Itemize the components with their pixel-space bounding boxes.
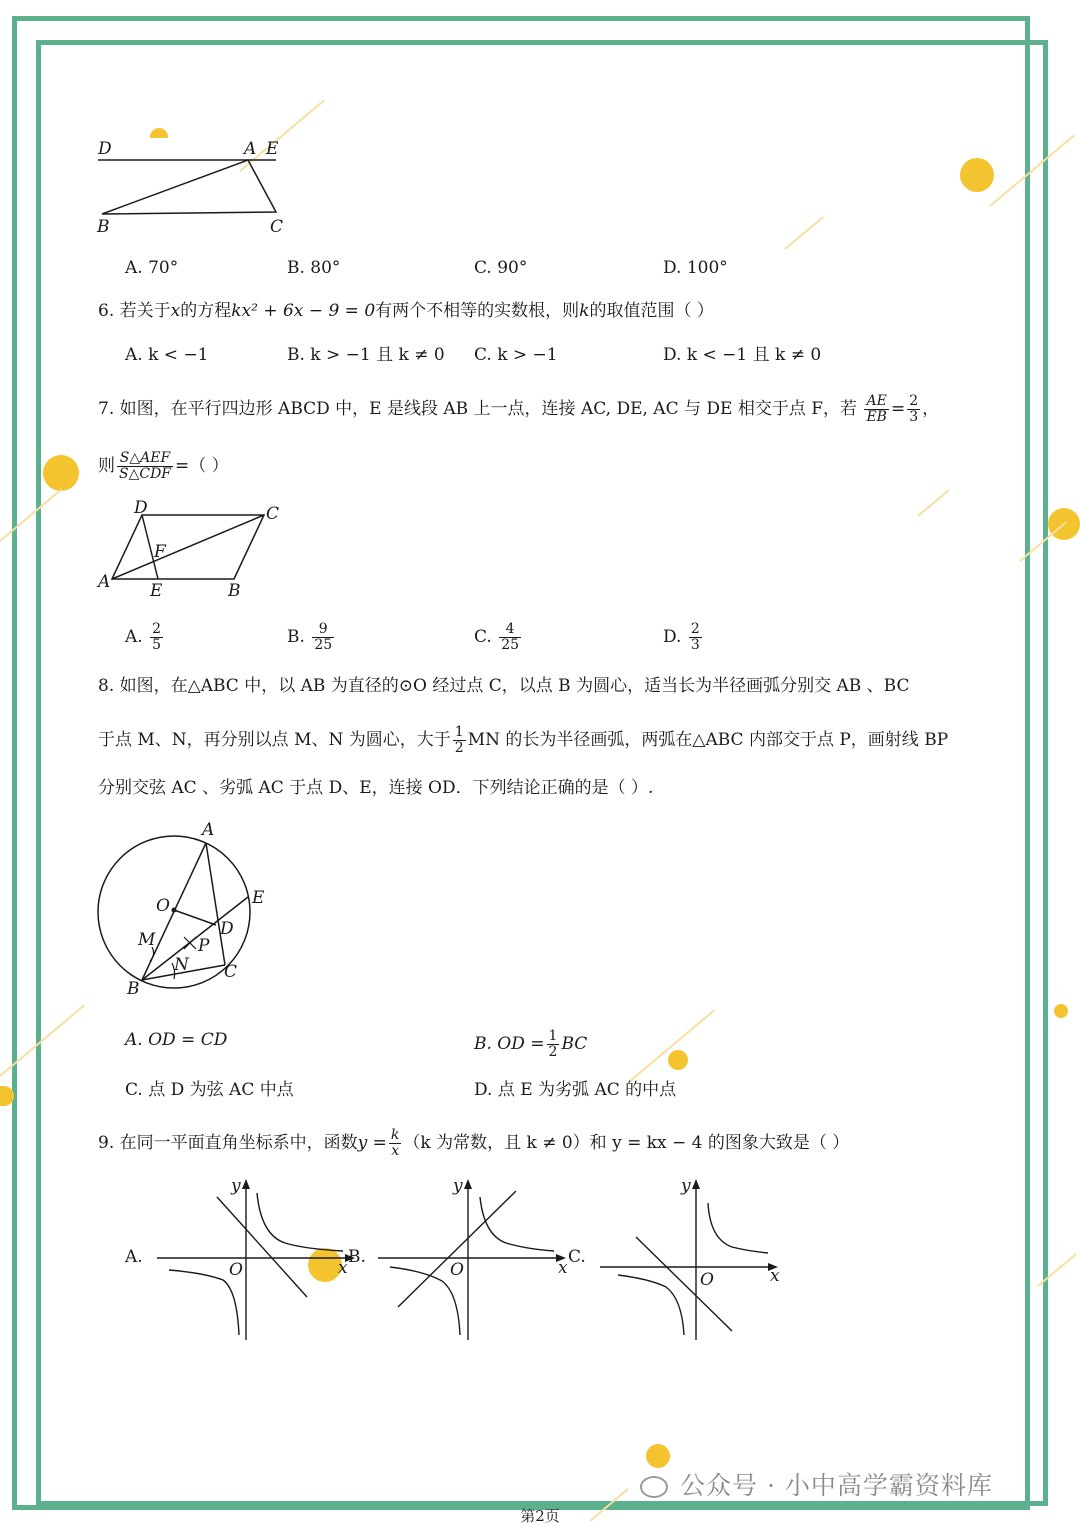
q9-y-eq: y = <box>357 1133 387 1153</box>
q9-axis-x: x <box>770 1266 780 1286</box>
fig5-label: D <box>98 139 112 159</box>
watermark <box>640 1466 993 1502</box>
q8-line2 <box>98 725 948 756</box>
q7-ratio-val-den: 3 <box>909 409 919 425</box>
q7-area-num: S△AEF <box>117 451 173 467</box>
decor-dot <box>43 455 79 491</box>
q9-k-num: k <box>390 1127 400 1143</box>
q8-half-num: 1 <box>454 724 464 740</box>
q7-option-b-label: B. <box>287 627 305 647</box>
q7-option-d-label: D. <box>663 627 682 647</box>
q8-fig-label: O <box>156 896 170 916</box>
watermark-text: 公众号 · 小中高学霸资料库 <box>680 1471 993 1500</box>
q6-var-k: k <box>579 301 590 321</box>
q7-option-d-frac <box>689 622 702 653</box>
q8-fig-label: D <box>220 919 234 939</box>
q8-half-fraction <box>453 725 466 756</box>
q8-line3: 分别交弦 AC 、劣弧 AC 于点 D、E，连接 OD．下列结论正确的是（ ）. <box>98 778 654 798</box>
q7-option-b[interactable] <box>287 622 336 653</box>
q7-ratio-value <box>907 394 920 425</box>
q8-fig-label: M <box>138 930 156 950</box>
fig5-label: B <box>97 217 110 237</box>
q7-option-d-num: 2 <box>690 621 700 637</box>
q9-k-den: x <box>391 1143 400 1159</box>
q6-option-a[interactable]: A. k < −1 <box>125 345 209 365</box>
q9-axis-y: y <box>453 1176 463 1196</box>
q9-graph-c-label[interactable]: C. <box>568 1247 586 1267</box>
fig5-label: E <box>266 139 279 159</box>
q8-option-c[interactable]: C. 点 D 为弦 AC 中点 <box>125 1080 294 1100</box>
decor-dot <box>668 1050 688 1070</box>
q6-var-x: x <box>170 301 181 321</box>
q7-then: 则 <box>98 456 115 476</box>
q9-axis-x: x <box>558 1258 568 1278</box>
q8-option-b-pre: B. OD = <box>474 1034 545 1054</box>
q9-stem-b: （k 为常数，且 k ≠ 0）和 y = kx − 4 的图象大致是（ ） <box>403 1133 850 1153</box>
q7-fig-label: D <box>134 498 148 518</box>
q9-graph-a[interactable] <box>155 1175 370 1345</box>
q7-ratio-num: AE <box>864 394 889 410</box>
q8-line1-text: 如图，在△ABC 中，以 AB 为直径的⊙O 经过点 C，以点 B 为圆心，适当长为半径画弧分别交 AB 、BC <box>119 676 910 696</box>
q8-half-den: 2 <box>454 740 464 756</box>
q9-stem <box>98 1128 849 1159</box>
q7-ratio-den: EB <box>866 409 887 425</box>
q7-option-c-den: 25 <box>501 637 520 653</box>
q7-option-c-num: 4 <box>499 622 521 638</box>
q8-fig-label: N <box>174 955 189 975</box>
q8-option-a[interactable]: A. OD = CD <box>125 1030 228 1050</box>
q9-origin: O <box>700 1270 714 1290</box>
q7-area-den: S△CDF <box>119 466 172 482</box>
q7-ratio-tail: ， <box>922 399 940 419</box>
fig5-label: A <box>244 139 257 159</box>
q9-kx-fraction <box>389 1128 401 1159</box>
q7-option-a-num: 2 <box>152 621 162 637</box>
q5-option-b[interactable]: B. 80° <box>287 258 341 278</box>
q7-option-b-den: 25 <box>314 637 333 653</box>
q7-option-a-label: A. <box>125 627 143 647</box>
q7-option-b-num: 9 <box>312 622 334 638</box>
q9-stem-a: 在同一平面直角坐标系中，函数 <box>119 1133 358 1153</box>
q8-fig-label: C <box>224 962 238 982</box>
q7-ratio-fraction <box>864 394 889 425</box>
q7-option-a[interactable] <box>125 622 165 653</box>
q7-fig-label: B <box>228 581 241 601</box>
q5-option-c[interactable]: C. 90° <box>474 258 528 278</box>
q7-fig-label: A <box>98 572 111 592</box>
q9-origin: O <box>229 1260 243 1280</box>
q7-question <box>98 451 229 482</box>
q7-number: 7. <box>98 399 115 419</box>
q5-option-d[interactable]: D. 100° <box>663 258 728 278</box>
page-number: 第2页 <box>520 1507 560 1525</box>
q9-axis-y: y <box>231 1176 241 1196</box>
q6-stem <box>98 300 714 322</box>
q8-line2b: MN 的长为半径画弧，两弧在△ABC 内部交于点 P，画射线 BP <box>467 730 949 750</box>
q8-figure <box>90 815 280 1000</box>
q9-graph-b[interactable] <box>376 1175 576 1345</box>
q7-option-a-den: 5 <box>152 637 162 653</box>
wechat-icon <box>640 1476 668 1498</box>
q8-option-d[interactable]: D. 点 E 为劣弧 AC 的中点 <box>474 1080 677 1100</box>
decor-dot <box>1054 1004 1068 1018</box>
q8-option-b-den: 2 <box>548 1044 558 1060</box>
decor-dot <box>646 1444 670 1468</box>
q8-option-b-frac <box>547 1029 560 1060</box>
q6-number: 6. <box>98 301 115 321</box>
q8-fig-label: E <box>252 888 265 908</box>
q9-graph-b-label[interactable]: B. <box>348 1247 366 1267</box>
q7-area-fraction <box>117 451 173 482</box>
q8-option-b-post: BC <box>561 1034 588 1054</box>
q7-option-a-frac <box>150 622 163 653</box>
q8-option-b-num: 1 <box>548 1028 558 1044</box>
q9-origin: O <box>450 1260 464 1280</box>
q8-fig-label: B <box>127 979 140 999</box>
q7-stem-text: 如图，在平行四边形 ABCD 中，E 是线段 AB 上一点，连接 AC, DE, AC 与 DE 相交于点 F，若 <box>119 399 858 419</box>
q6-option-b[interactable]: B. k > −1 且 k ≠ 0 <box>287 345 445 365</box>
q9-graph-a-label[interactable]: A. <box>125 1247 143 1267</box>
q7-fig-label: E <box>150 581 163 601</box>
fig5-label: C <box>270 217 284 237</box>
decor-dot <box>960 158 994 192</box>
q8-fig-label: A <box>202 820 215 840</box>
q7-option-c[interactable] <box>474 622 523 653</box>
q9-axis-y: y <box>681 1176 691 1196</box>
q9-graph-c[interactable] <box>598 1175 798 1345</box>
q5-option-a[interactable]: A. 70° <box>125 258 179 278</box>
q8-fig-label: P <box>198 936 210 956</box>
q6-equation: kx² + 6x − 9 = 0 <box>231 301 376 321</box>
q9-number: 9. <box>98 1133 115 1153</box>
q6-stem-c: 有两个不相等的实数根，则 <box>375 301 580 321</box>
q7-stem <box>98 394 939 425</box>
q7-figure <box>92 497 292 602</box>
q6-stem-b: 的方程 <box>180 301 232 321</box>
q7-option-c-label: C. <box>474 627 492 647</box>
q7-ratio-eq: = <box>890 399 906 419</box>
q8-line1 <box>98 675 909 697</box>
q8-option-b[interactable] <box>474 1029 587 1060</box>
q7-area-tail: =（ ） <box>175 456 229 476</box>
q8-line2a: 于点 M、N，再分别以点 M、N 为圆心，大于 <box>98 730 451 750</box>
q9-axis-x: x <box>338 1258 348 1278</box>
q5-figure <box>90 132 300 240</box>
q8-number: 8. <box>98 676 115 696</box>
q6-stem-a: 若关于 <box>119 301 171 321</box>
q6-option-c[interactable]: C. k > −1 <box>474 345 558 365</box>
q7-option-d-den: 3 <box>690 637 700 653</box>
q7-option-d[interactable] <box>663 622 704 653</box>
q7-fig-label: F <box>154 542 166 562</box>
q6-option-d[interactable]: D. k < −1 且 k ≠ 0 <box>663 345 822 365</box>
q7-fig-label: C <box>266 504 280 524</box>
q7-option-b-frac <box>312 622 334 653</box>
q6-stem-d: 的取值范围（ ） <box>589 301 714 321</box>
q7-option-c-frac <box>499 622 521 653</box>
q7-ratio-val-num: 2 <box>909 393 919 409</box>
